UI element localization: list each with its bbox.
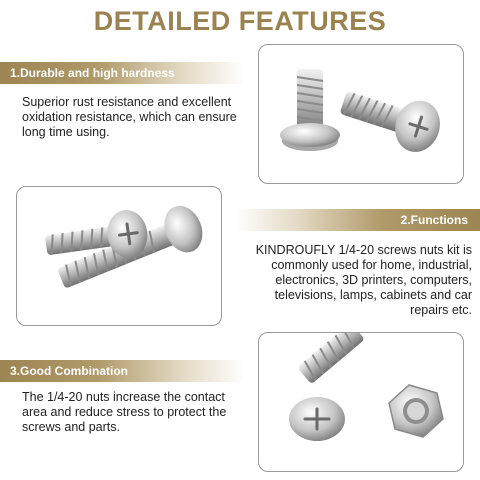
section-3-heading: 3.Good Combination [10,364,128,378]
two-long-screws-photo [16,186,222,326]
section-1-text: Superior rust resistance and excellent oxidation resistance, which can ensure long time using. [22,95,237,139]
short-screw-vertical [280,69,340,151]
section-1-heading-band [0,62,245,84]
screw-and-nut-photo [258,332,464,472]
pan-head-screw [289,333,365,441]
section-2-heading: 2.Functions [400,213,468,227]
section-3-heading-band [0,360,245,382]
short-screw-angled [335,77,446,157]
hex-nut [389,385,443,437]
two-short-screws-photo [258,44,464,184]
page-title: DETAILED FEATURES [93,6,387,36]
section-2-text: KINDROUFLY 1/4-20 screws nuts kit is commonly used for home, industrial, electronics, 3D printers, computers, televisions, lamps, cabinets and car repairs etc. [255,243,472,317]
section-2-heading-band [235,209,480,231]
section-1-heading: 1.Durable and high hardness [10,66,175,80]
section-3-text: The 1/4-20 nuts increase the contact area and reduce stress to protect the screws and parts. [22,390,227,434]
